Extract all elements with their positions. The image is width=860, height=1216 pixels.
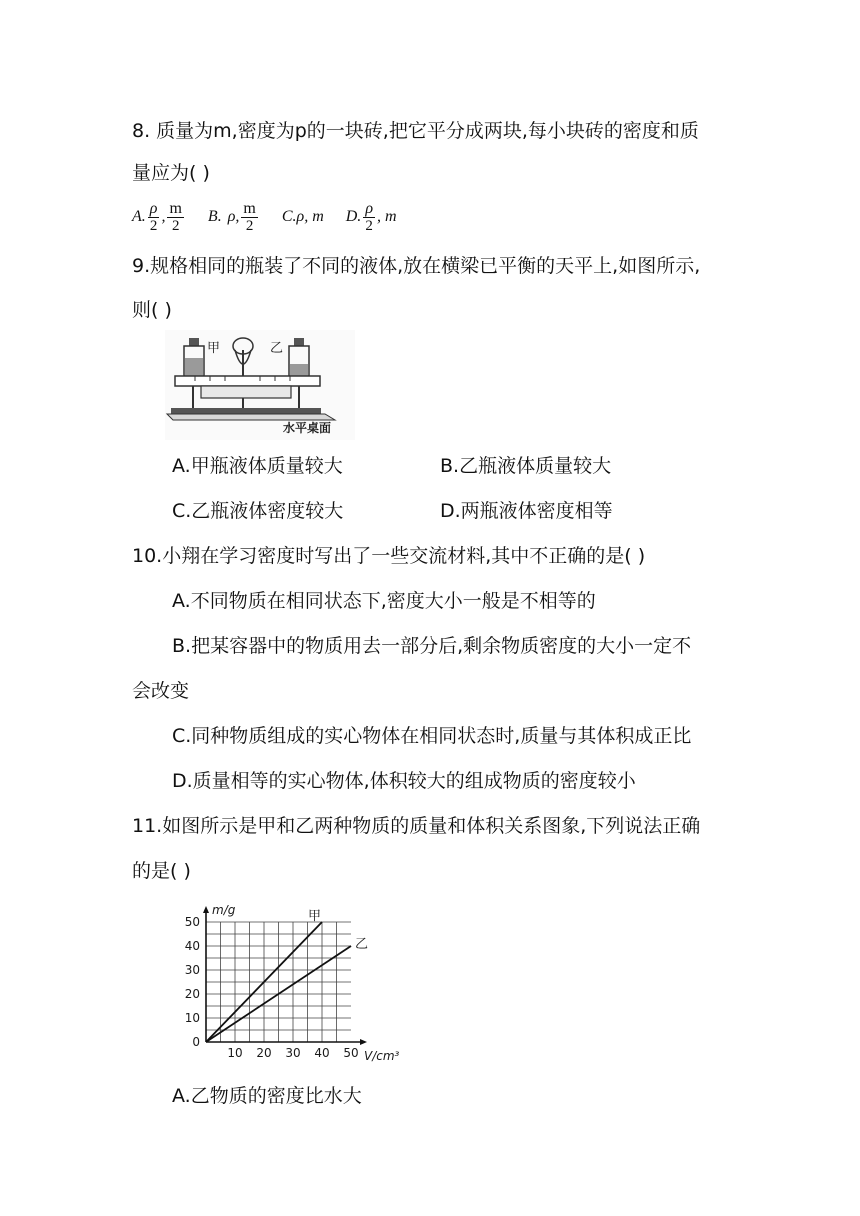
q8-option-d [346,200,397,235]
q10-option-a: A.不同物质在相同状态下,密度大小一般是不相等的 [172,590,596,612]
q8-option-b-frac [241,200,257,235]
chart-y-ticks [185,915,200,1049]
q10-option-b-line2: 会改变 [132,680,190,702]
q8-option-d-frac [363,200,375,235]
q8-option-c [282,208,324,226]
chart-axes [203,906,367,1045]
q8-option-a-num1: ρ [149,199,158,217]
q10-option-d: D.质量相等的实心物体,体积较大的组成物质的密度较小 [172,770,636,792]
q8-options [132,197,419,237]
q8-option-d-label: D. [345,208,362,225]
q8-stem-line1: 8. 质量为m,密度为p的一块砖,把它平分成两块,每小块砖的密度和质 [132,120,699,142]
q10-option-c: C.同种物质组成的实心物体在相同状态时,质量与其体积成正比 [172,725,692,747]
series-label-1: 甲 [308,909,322,924]
q8-option-a-num2: m [169,199,182,217]
x-tick-label: 30 [285,1046,301,1060]
q8-option-c-text: ρ, m [296,208,324,225]
label-yi: 乙 [270,341,284,356]
mass-volume-chart [178,900,408,1065]
q8-option-d-tail: , m [377,208,397,225]
q9-option-d: D.两瓶液体密度相等 [440,500,613,522]
q8-option-a-den2: 2 [171,217,180,234]
chart-y-label: m/g [212,903,236,917]
y-tick-label: 10 [184,1011,200,1025]
q8-option-a-frac2 [167,200,183,235]
series-label-2: 乙 [355,937,369,952]
q8-option-a-den1: 2 [149,217,158,234]
q10-stem: 10.小翔在学习密度时写出了一些交流材料,其中不正确的是( ) [132,545,646,567]
q8-option-b [208,200,260,235]
q8-option-b-rho: ρ, [227,208,240,225]
x-tick-label: 40 [314,1046,330,1060]
q8-option-b-num: m [243,199,256,217]
q8-stem-line2: 量应为( ) [132,162,210,184]
q11-stem-line1: 11.如图所示是甲和乙两种物质的质量和体积关系图象,下列说法正确 [132,815,701,837]
q8-option-b-label: B. [207,208,222,225]
q10-option-b-line1: B.把某容器中的物质用去一部分后,剩余物质密度的大小一定不 [172,635,692,657]
q11-stem-line2: 的是( ) [132,860,191,882]
q8-option-c-label: C. [281,208,297,225]
x-tick-label: 50 [343,1046,359,1060]
balance-figure [165,330,355,440]
chart-series [206,909,368,1042]
y-tick-label: 40 [184,939,200,953]
chart-x-label: V/cm³ [364,1049,400,1063]
x-axis-arrow-icon [360,1039,367,1045]
q8-option-d-num: ρ [365,199,373,217]
chart-grid [206,922,351,1042]
y-tick-label: 50 [184,915,200,929]
label-jia: 甲 [207,341,221,356]
q8-option-a-frac1 [148,200,160,235]
y-tick-label: 20 [184,987,200,1001]
x-tick-label: 20 [256,1046,272,1060]
y-tick-label: 0 [192,1035,200,1049]
q8-option-b-den: 2 [245,217,254,234]
label-desk: 水平桌面 [283,421,332,435]
q8-option-d-den: 2 [365,217,373,234]
q8-option-a-label: A. [132,208,146,225]
x-tick-label: 10 [227,1046,243,1060]
q9-option-b: B.乙瓶液体质量较大 [440,455,612,477]
chart-x-ticks [227,1046,358,1060]
q9-option-a: A.甲瓶液体质量较大 [172,455,343,477]
q9-stem-line1: 9.规格相同的瓶装了不同的液体,放在横梁已平衡的天平上,如图所示, [132,255,701,277]
q9-option-c: C.乙瓶液体密度较大 [172,500,344,522]
q11-option-a: A.乙物质的密度比水大 [172,1085,362,1107]
y-tick-label: 30 [184,963,200,977]
q8-option-a [132,200,186,235]
q8-option-a-sep: , [161,208,166,225]
y-axis-arrow-icon [203,906,209,913]
q9-stem-line2: 则( ) [132,299,172,321]
